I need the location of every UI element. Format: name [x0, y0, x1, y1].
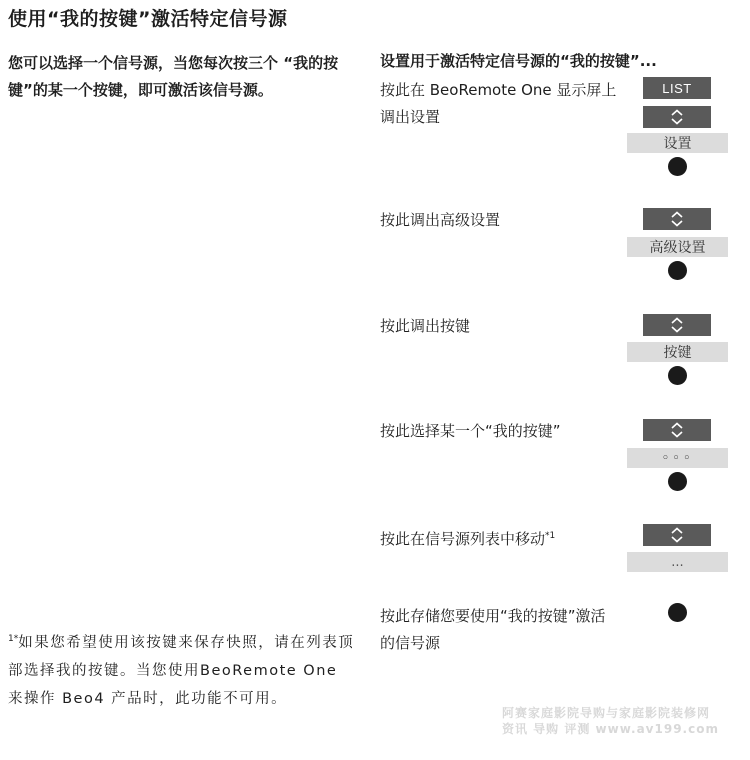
- center-button-icon[interactable]: [668, 603, 687, 622]
- section-title: 设置用于激活特定信号源的“我的按键”...: [380, 52, 657, 70]
- up-down-chevron-icon: [670, 527, 684, 543]
- up-down-chevron-icon: [670, 211, 684, 227]
- center-button-icon[interactable]: [668, 366, 687, 385]
- menu-item-buttons: 按键: [627, 342, 728, 362]
- up-down-chevron-icon: [670, 422, 684, 438]
- step-3-text: 按此调出按键: [380, 317, 471, 335]
- center-button-icon[interactable]: [668, 261, 687, 280]
- menu-item-source-list: ...: [627, 552, 728, 572]
- footnote-text: 如果您希望使用该按键来保存快照，请在列表顶部选择我的按键。当您使用BeoRemote One 来操作 Beo4 产品时，此功能不可用。: [8, 634, 355, 707]
- footnote-mark: 1*: [8, 634, 19, 644]
- nav-button[interactable]: [643, 524, 711, 546]
- step-5-text: [380, 523, 630, 553]
- footnote-ref: *1: [545, 531, 556, 541]
- nav-button[interactable]: [643, 208, 711, 230]
- menu-item-advanced-settings: 高级设置: [627, 237, 728, 257]
- nav-button[interactable]: [643, 314, 711, 336]
- up-down-chevron-icon: [670, 317, 684, 333]
- list-button[interactable]: LIST: [643, 77, 711, 99]
- center-button-icon[interactable]: [668, 157, 687, 176]
- step-1-text: 按此在 BeoRemote One 显示屏上调出设置: [380, 81, 617, 126]
- watermark-line-2: 资讯 导购 评测 www.av199.com: [502, 722, 719, 736]
- nav-button[interactable]: [643, 419, 711, 441]
- center-button-icon[interactable]: [668, 472, 687, 491]
- step-6-text: 按此存储您要使用“我的按键”激活的信号源: [380, 607, 606, 652]
- watermark-line-1: 阿赛家庭影院导购与家庭影院装修网: [502, 706, 711, 720]
- step-2-text: 按此调出高级设置: [380, 211, 501, 229]
- menu-item-settings: 设置: [627, 133, 728, 153]
- intro-text: 您可以选择一个信号源，当您每次按三个 “我的按键”的某一个按键，即可激活该信号源。: [8, 54, 339, 99]
- menu-item-my-buttons: ◦◦◦: [627, 448, 728, 468]
- step-4-text: 按此选择某一个“我的按键”: [380, 422, 561, 440]
- page-title: 使用“我的按键”激活特定信号源: [8, 8, 288, 30]
- watermark: [502, 705, 742, 737]
- step-5-label: 按此在信号源列表中移动: [380, 530, 546, 548]
- nav-button[interactable]: [643, 106, 711, 128]
- up-down-chevron-icon: [670, 109, 684, 125]
- footnote: [8, 625, 358, 713]
